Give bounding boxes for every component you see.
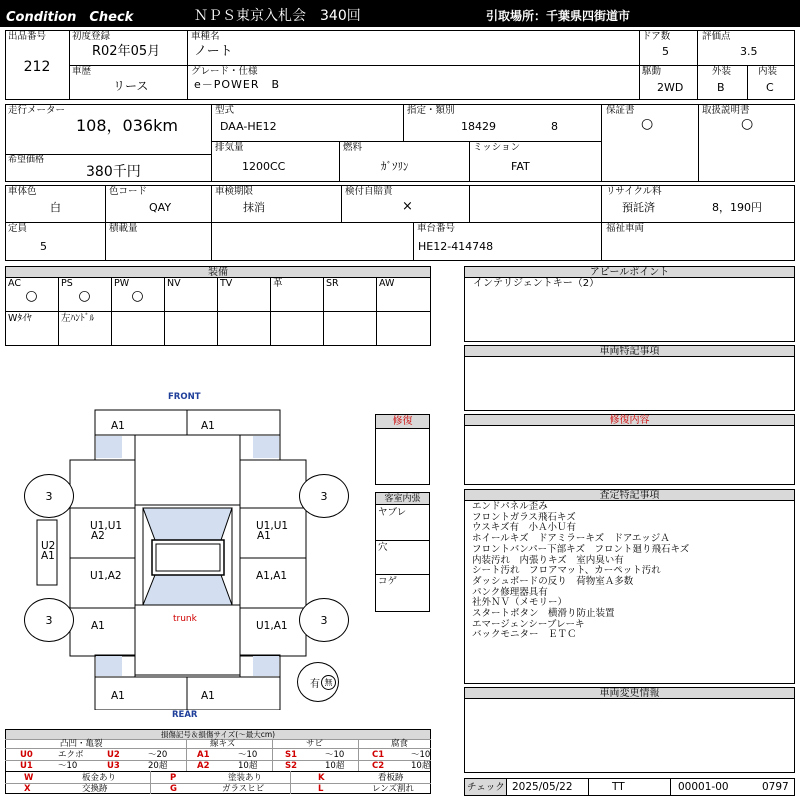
legend-code: S2: [285, 761, 298, 771]
mark-rear-bumper-left: A1: [111, 690, 125, 702]
tire-rear-left: 3: [24, 598, 74, 642]
change-info-title: 車両変更情報: [465, 688, 794, 699]
legend-desc: レンズ割れ: [372, 784, 415, 794]
change-info-box: [464, 687, 795, 773]
price: 380千円: [86, 164, 141, 180]
legend-code: L: [318, 784, 324, 794]
equip-ac-label: AC: [8, 278, 21, 289]
int: C: [766, 81, 774, 94]
price-label: 希望価格: [8, 155, 45, 165]
code-label: 色コード: [109, 186, 148, 197]
mark-left-rear-door: U1,A2: [90, 570, 122, 582]
capacity: 5: [40, 240, 47, 253]
model: DAA-HE12: [220, 120, 277, 133]
trunk-label: trunk: [173, 614, 197, 624]
inspection-line: フロントバンパー下部キズ フロント廻り飛石キズ: [472, 543, 690, 555]
mark-right-front-door-a: U1,U1: [256, 520, 289, 532]
payload-label: 積載量: [109, 223, 138, 234]
inspection-line: フロントガラス飛石キズ: [472, 511, 576, 523]
mark-left-front-door-b: A2: [91, 530, 105, 542]
warranty: ○: [641, 116, 654, 132]
interior-hole: 穴: [378, 542, 388, 553]
inspection-line: ウスキズ有 小Ａ小Ｕ有: [472, 522, 577, 534]
legend-code: U0: [20, 750, 33, 760]
legend-desc: ～10: [58, 761, 78, 771]
score-label: 評価点: [702, 31, 731, 42]
model-label: 型式: [215, 105, 235, 116]
checker: TT: [612, 781, 625, 793]
warranty-label: 保証書: [606, 105, 635, 116]
mark-front-bumper-right: A1: [201, 420, 215, 432]
name-label: 車種名: [191, 31, 220, 42]
mark-left-rocker-a: U2: [41, 540, 56, 552]
fuel: ｶﾞｿﾘﾝ: [381, 160, 409, 173]
pickup-location: 引取場所：千葉県四街道市: [486, 9, 631, 23]
drive: 2WD: [657, 81, 684, 94]
tire-front-right: 3: [299, 474, 349, 518]
color-code: QAY: [149, 201, 172, 214]
legend-code: U3: [107, 761, 120, 771]
doors-label: ドア数: [642, 31, 671, 42]
mark-right-front-door-b: A1: [257, 530, 271, 542]
manual-label: 取扱説明書: [702, 105, 750, 116]
legend-desc: 交換跡: [82, 784, 108, 794]
equip-ps-label: PS: [61, 278, 73, 289]
equip-leather-label: 革: [273, 278, 283, 289]
legend-desc: 10超: [238, 761, 258, 771]
smoke-prefix: 有: [310, 678, 320, 690]
front-label: FRONT: [168, 392, 201, 402]
grade: e－POWER B: [194, 78, 281, 91]
check-label: チェック: [467, 782, 505, 793]
mark-right-quarter: U1,A1: [256, 620, 288, 632]
legend-desc: 塗装あり: [228, 773, 263, 783]
brand: Condition Check: [6, 10, 134, 25]
manual: ○: [741, 116, 754, 132]
check-date: 2025/05/22: [512, 781, 573, 793]
legend-header-corrosion: 腐食: [391, 739, 409, 749]
inspection-line: スタートボタン 横滑り防止装置: [472, 608, 615, 620]
inspection-notes-list: [472, 502, 689, 641]
recycle-status: 預託済: [622, 201, 655, 214]
equip-aw-label: AW: [379, 278, 395, 289]
liability: ×: [402, 199, 413, 214]
legend-code: U2: [107, 750, 120, 760]
legend-code: S1: [285, 750, 298, 760]
capacity-label: 定員: [8, 223, 28, 234]
interior-tear: ヤブレ: [378, 507, 407, 518]
legend-code: A2: [197, 761, 210, 771]
ext-label: 外装: [712, 66, 732, 77]
legend-header-rust: サビ: [306, 739, 324, 749]
mark-left-rocker-b: A1: [41, 550, 55, 562]
legend-desc: 看板跡: [378, 773, 404, 783]
legend-desc: ガラスヒビ: [222, 784, 265, 794]
equip-wtire: Wﾀｲﾔ: [8, 313, 32, 324]
legend-desc: エクボ: [58, 750, 84, 760]
grade-label: グレード・仕様: [191, 66, 258, 77]
equip-sr-label: SR: [326, 278, 339, 289]
auction-title: ＮＰＳ東京入札会 340回: [194, 8, 361, 24]
recycle-label: リサイクル料: [606, 186, 662, 197]
equip-ps-mark: ○: [78, 288, 91, 304]
color-label: 車体色: [8, 186, 37, 197]
equipment-title: 装備: [6, 267, 430, 278]
legend-desc: 10超: [325, 761, 345, 771]
rear-label: REAR: [172, 710, 198, 720]
legend-header-dent: 凸凹・亀裂: [60, 739, 103, 749]
legend-desc: 板金あり: [82, 773, 117, 783]
history-label: 車歴: [72, 66, 92, 77]
cert-class: 8: [551, 120, 558, 133]
cert-label: 指定・類別: [407, 105, 455, 116]
footer-code1: 00001-00: [678, 781, 729, 793]
legend-code: W: [24, 773, 34, 783]
appeal-title: アピールポイント: [465, 267, 794, 278]
smoke-mark: 無: [321, 675, 336, 690]
legend-desc: ～20: [148, 750, 168, 760]
legend-desc: 10超: [411, 761, 431, 771]
liability-label: 検付自賠責: [345, 186, 393, 197]
car-name: ノート: [194, 44, 233, 59]
legend-code: K: [318, 773, 325, 783]
mileage: 108，036km: [76, 116, 178, 135]
repair-label: 修復: [376, 415, 429, 429]
inspection-line: ホイールキズ ドアミラーキズ ドアエッジＡ: [472, 533, 670, 545]
recycle-amount: 8，190円: [712, 201, 762, 214]
legend-code: C1: [372, 750, 385, 760]
repair-content-title: 修復内容: [465, 415, 794, 426]
doors: 5: [662, 45, 669, 58]
inspection-line: エンドパネル歪み: [472, 501, 548, 512]
inspection-notes-title: 査定特記事項: [465, 490, 794, 501]
inspection-line: エマージェンシーブレーキ: [472, 618, 585, 630]
int-label: 内装: [758, 66, 778, 77]
tire-rear-right: 3: [299, 598, 349, 642]
welfare-label: 福祉車両: [606, 223, 645, 234]
equip-ac-mark: ○: [25, 288, 38, 304]
mission-label: ミッション: [473, 142, 521, 153]
history: リース: [113, 79, 149, 93]
legend-code: X: [24, 784, 31, 794]
interior-burn: コゲ: [378, 576, 398, 587]
mileage-label: 走行メーター: [8, 105, 66, 116]
special-notes-title: 車両特記事項: [465, 346, 794, 357]
legend-desc: ～10: [411, 750, 431, 760]
legend-code: P: [170, 773, 177, 783]
score: 3.5: [740, 45, 758, 58]
inspection-label: 車検期限: [215, 186, 254, 197]
equip-pw-mark: ○: [131, 288, 144, 304]
legend-code: U1: [20, 761, 33, 771]
legend-code: C2: [372, 761, 385, 771]
displacement: 1200CC: [242, 160, 286, 173]
disp-label: 排気量: [215, 142, 244, 153]
drive-label: 駆動: [642, 66, 662, 77]
mark-front-bumper-left: A1: [111, 420, 125, 432]
chassis-label: 車台番号: [417, 223, 456, 234]
legend-code: G: [170, 784, 177, 794]
inspection-line: バックモニター ＥＴＣ: [472, 629, 577, 641]
legend-code: A1: [197, 750, 210, 760]
mark-left-quarter: A1: [91, 620, 105, 632]
ext: B: [717, 81, 725, 94]
appeal-text: インテリジェントキー（2）: [473, 278, 600, 289]
inspection-line: 社外ＮＶ（メモリー）: [472, 597, 568, 609]
body-color: 白: [50, 201, 61, 214]
mission: FAT: [511, 160, 530, 173]
chassis-number: HE12-414748: [418, 240, 494, 253]
inspection-line: 内装汚れ 内張りキズ 室内臭い有: [472, 554, 624, 566]
smoke-indicator: [297, 662, 339, 702]
legend-header-scratch: 線キズ: [210, 739, 236, 749]
legend-desc: 20超: [148, 761, 168, 771]
mark-left-front-door-a: U1,U1: [90, 520, 123, 532]
legend-title: 損傷記号＆損傷サイズ(～最大cm): [6, 730, 430, 739]
mark-right-rear-door: A1,A1: [256, 570, 288, 582]
first-reg: R02年05月: [92, 44, 161, 59]
cert-type: 18429: [461, 120, 496, 133]
fuel-label: 燃料: [343, 142, 363, 153]
equip-tv-label: TV: [220, 278, 233, 289]
tire-front-left: 3: [24, 474, 74, 518]
footer-code2: 0797: [762, 781, 789, 793]
legend-desc: ～10: [238, 750, 258, 760]
lot-number: 212: [23, 59, 51, 75]
inspection-line: シート汚れ フロアマット、カーペット汚れ: [472, 565, 661, 577]
interior-label: 客室内張: [376, 493, 429, 505]
equip-left-handle: 左ﾊﾝﾄﾞﾙ: [61, 313, 95, 324]
lot-label: 出品番号: [8, 31, 47, 42]
legend-desc: ～10: [325, 750, 345, 760]
equip-nv-label: NV: [167, 278, 181, 289]
inspection-line: ダッシュボードの反り 荷物室Ａ多数: [472, 575, 634, 587]
inspection-expiry: 抹消: [243, 201, 265, 214]
inspection-line: パンク修理器具有: [472, 586, 548, 598]
first-reg-label: 初度登録: [72, 31, 111, 42]
equip-pw-label: PW: [114, 278, 130, 289]
mark-rear-bumper-right: A1: [201, 690, 215, 702]
